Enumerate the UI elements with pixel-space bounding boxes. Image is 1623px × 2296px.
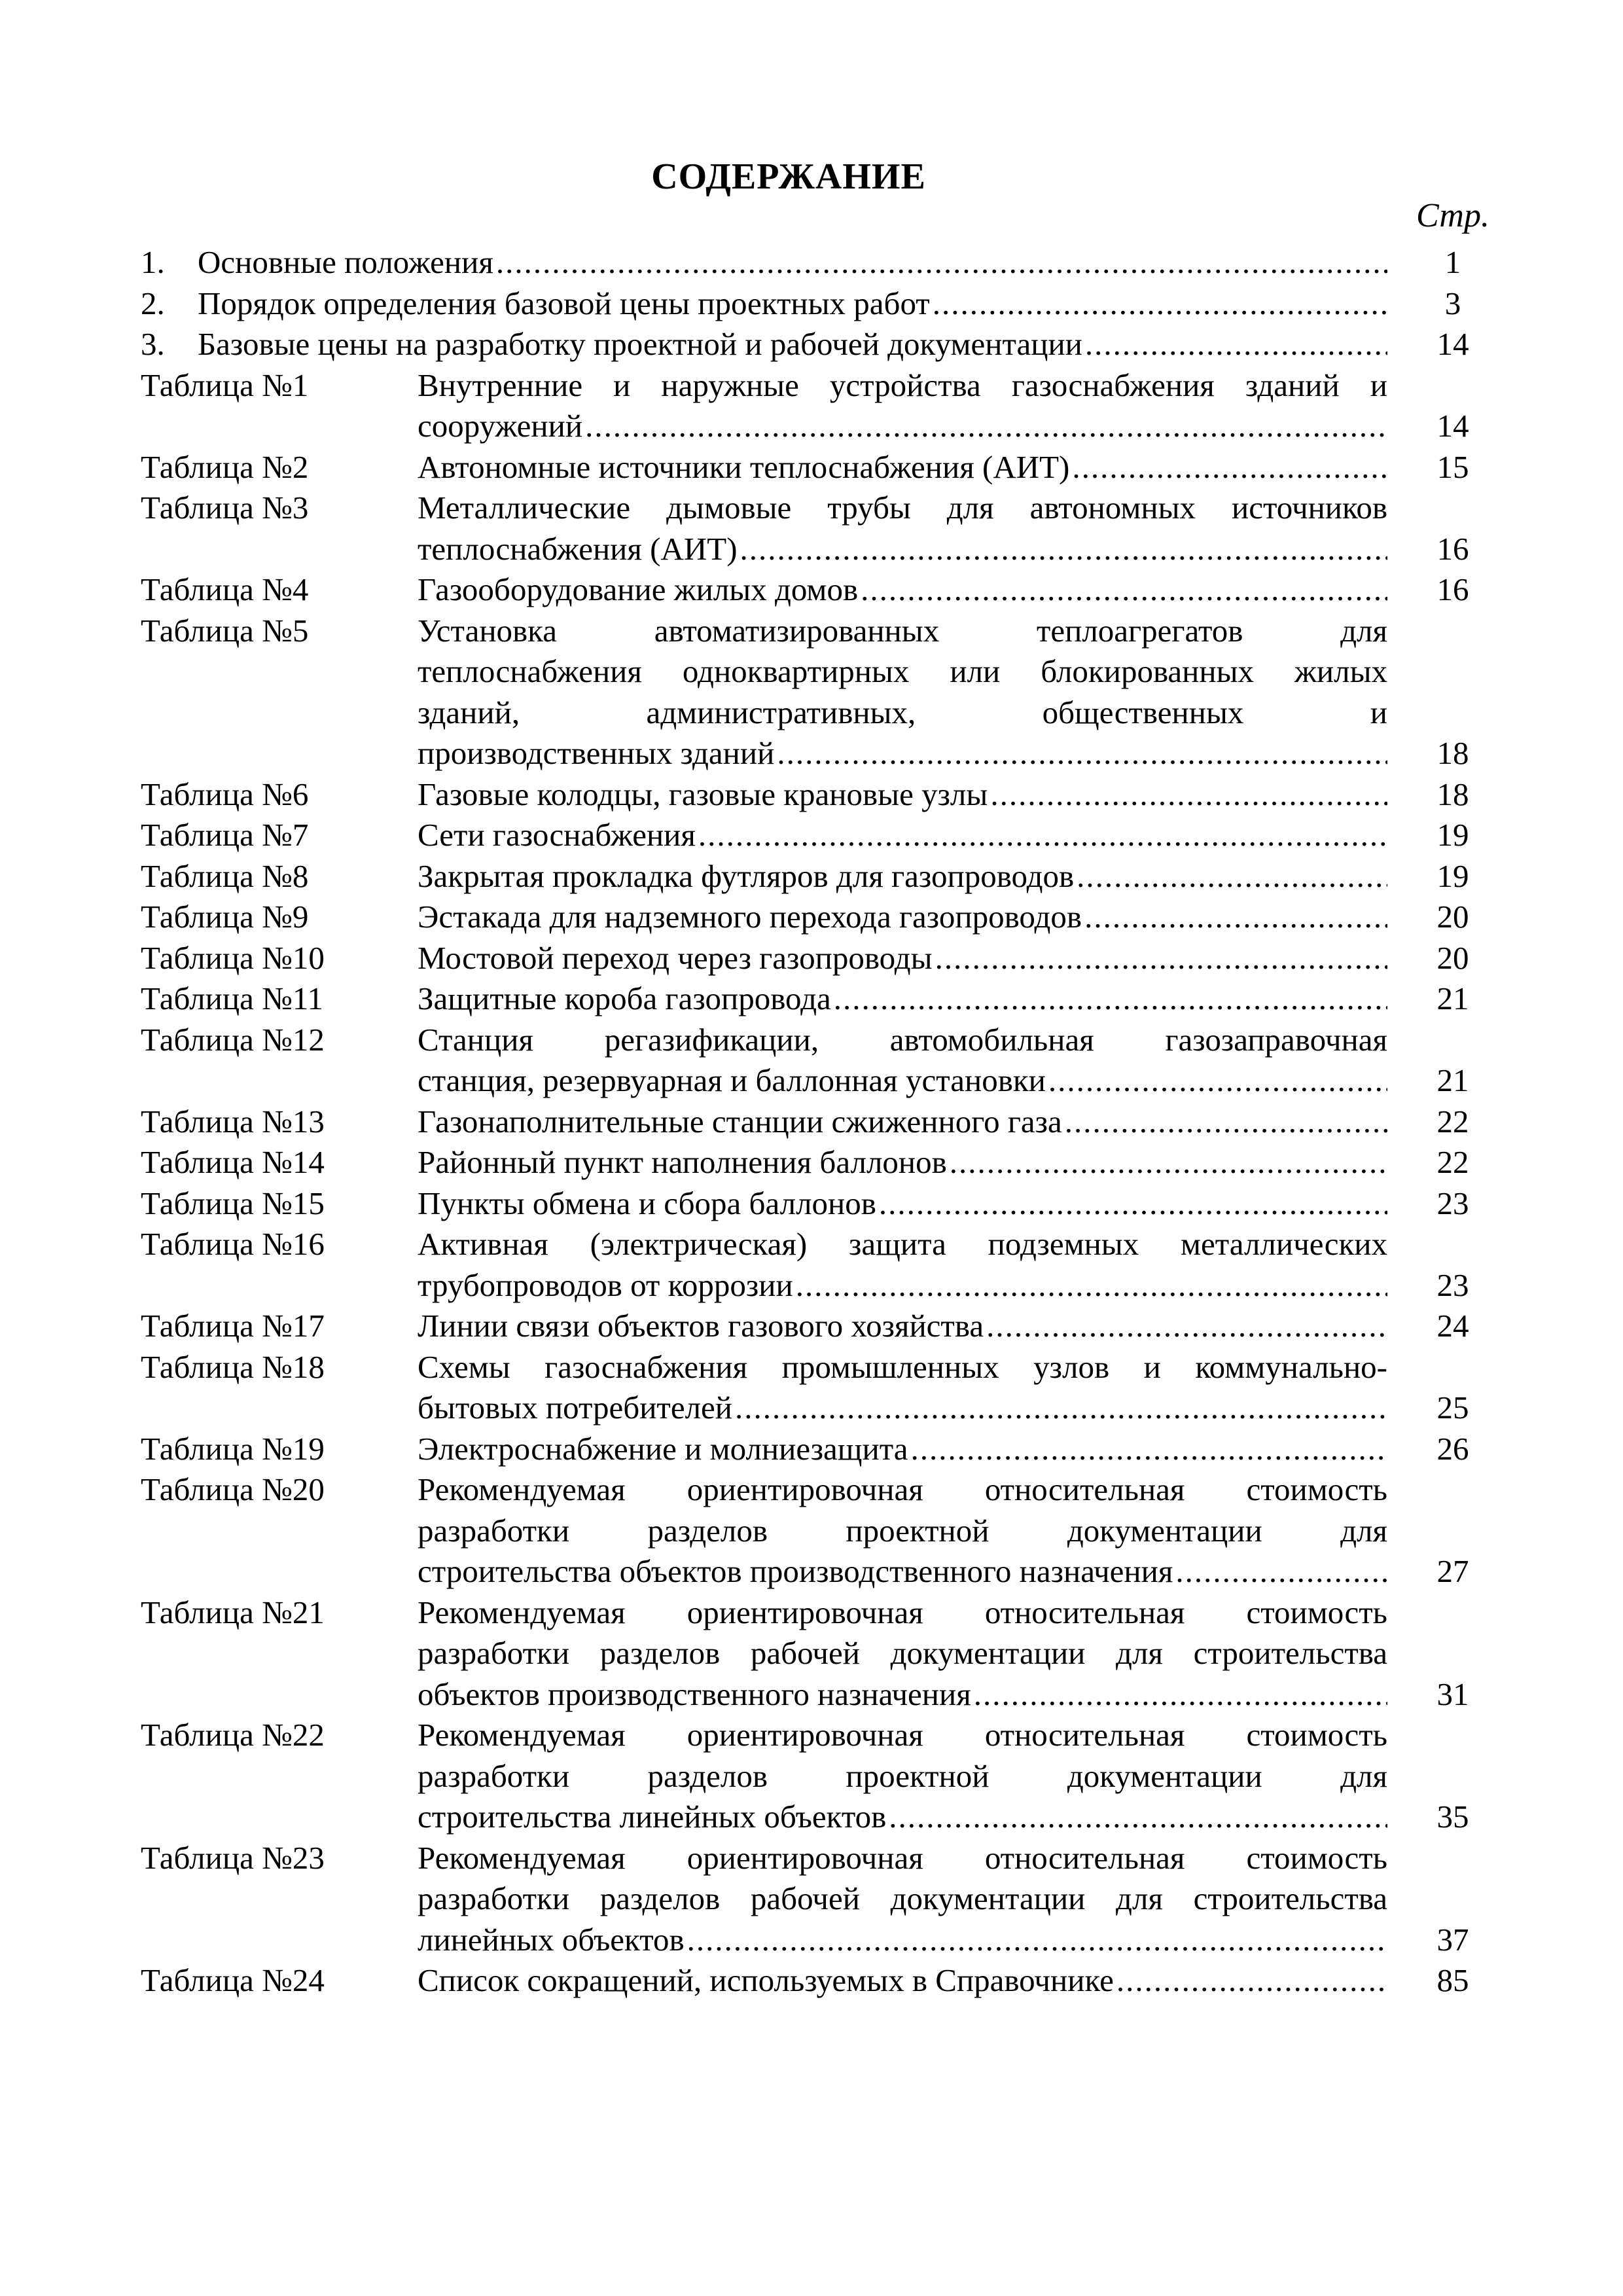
table-label: Таблица №24 <box>141 1962 325 1998</box>
table-label: Таблица №21 <box>141 1594 325 1630</box>
table-title <box>418 1142 1387 1183</box>
dot-leader <box>796 1265 1387 1306</box>
table-title-text: Сети газоснабжения <box>418 817 696 853</box>
table-title-text: бытовых потребителей <box>418 1390 733 1426</box>
table-title <box>418 1102 1387 1143</box>
page-number: 23 <box>1436 1185 1469 1221</box>
table-title-line: разработки разделов проектной документации для <box>418 1512 1387 1549</box>
page-number: 20 <box>1436 899 1469 935</box>
table-title <box>418 1306 1387 1347</box>
dot-leader <box>496 242 1387 283</box>
table-title-line <box>418 897 1387 938</box>
table-title-line <box>418 447 1387 488</box>
table-label: Таблица №16 <box>141 1226 325 1262</box>
dot-leader <box>935 938 1387 979</box>
page-number: 16 <box>1436 530 1469 567</box>
table-title-line <box>418 1429 1387 1470</box>
table-label: Таблица №15 <box>141 1185 325 1221</box>
page-number: 14 <box>1436 326 1469 362</box>
page-number: 14 <box>1436 408 1469 444</box>
table-title-text: Защитные короба газопровода <box>418 980 831 1016</box>
table-title-line: Рекомендуемая ориентировочная относительная стоимость <box>418 1594 1387 1630</box>
table-title <box>418 774 1387 816</box>
table-title-line <box>418 733 1387 774</box>
page-number: 31 <box>1436 1676 1469 1712</box>
table-title-line: Установка автоматизированных теплоагрегатов для <box>418 612 1387 649</box>
table-title-line: Рекомендуемая ориентировочная относительная стоимость <box>418 1471 1387 1507</box>
table-title <box>418 1347 1387 1429</box>
table-title-line: Рекомендуемая ориентировочная относительная стоимость <box>418 1839 1387 1876</box>
table-title <box>418 611 1387 774</box>
table-label: Таблица №7 <box>141 817 309 853</box>
table-title-line <box>418 1797 1387 1838</box>
page-title: СОДЕРЖАНИЕ <box>651 156 926 197</box>
table-title-text: Автономные источники теплоснабжения (АИТ) <box>418 448 1070 485</box>
table-label: Таблица №12 <box>141 1021 325 1058</box>
table-title-text: Мостовой переход через газопроводы <box>418 939 933 976</box>
table-title-line <box>418 1960 1387 2001</box>
page-number: 21 <box>1436 980 1469 1016</box>
dot-leader <box>911 1429 1387 1470</box>
table-title <box>418 815 1387 856</box>
table-label: Таблица №19 <box>141 1430 325 1467</box>
section-title-text: Базовые цены на разработку проектной и рабочей документации <box>198 326 1082 362</box>
table-title <box>418 488 1387 569</box>
table-title-line <box>418 1183 1387 1225</box>
page-number: 15 <box>1436 448 1469 485</box>
table-title-text: Список сокращений, используемых в Справочнике <box>418 1962 1114 1998</box>
section-number: 2. <box>141 285 165 321</box>
page-column-header: Стр. <box>1416 197 1489 234</box>
page-number: 23 <box>1436 1266 1469 1303</box>
table-label: Таблица №6 <box>141 776 309 812</box>
page-number: 19 <box>1436 857 1469 894</box>
table-title <box>418 1838 1387 1961</box>
table-title-line <box>418 1551 1387 1592</box>
table-title-text: линейных объектов <box>418 1921 685 1958</box>
section-title <box>198 324 1387 365</box>
dot-leader <box>585 406 1387 447</box>
section-title-text: Порядок определения базовой цены проектных работ <box>198 285 930 321</box>
dot-leader <box>1048 1060 1387 1102</box>
table-title-text: сооружений <box>418 408 583 444</box>
table-title <box>418 978 1387 1020</box>
table-label: Таблица №14 <box>141 1144 325 1180</box>
table-title <box>418 1183 1387 1225</box>
dot-leader <box>1065 1102 1387 1143</box>
table-label: Таблица №13 <box>141 1103 325 1139</box>
page-number: 37 <box>1436 1921 1469 1958</box>
table-title-line: Металлические дымовые трубы для автономных источников <box>418 490 1387 526</box>
table-title <box>418 447 1387 488</box>
table-title-line <box>418 529 1387 570</box>
table-title-text: Газонаполнительные станции сжиженного газа <box>418 1103 1062 1139</box>
page-number: 22 <box>1436 1103 1469 1139</box>
section-number: 3. <box>141 326 165 362</box>
dot-leader <box>687 1920 1387 1961</box>
table-title-line: разработки разделов проектной документации для <box>418 1757 1387 1794</box>
table-label: Таблица №17 <box>141 1308 325 1344</box>
page-number: 18 <box>1436 735 1469 771</box>
table-title-text: трубопроводов от коррозии <box>418 1266 793 1303</box>
dot-leader <box>1072 447 1387 488</box>
dot-leader <box>1084 897 1387 938</box>
table-label: Таблица №5 <box>141 612 309 649</box>
table-title-line <box>418 569 1387 611</box>
table-title-line <box>418 1142 1387 1183</box>
table-title-text: Электроснабжение и молниезащита <box>418 1430 908 1467</box>
table-title-line <box>418 406 1387 447</box>
page-number: 26 <box>1436 1430 1469 1467</box>
section-title <box>198 283 1387 325</box>
page-number: 18 <box>1436 776 1469 812</box>
table-label: Таблица №10 <box>141 939 325 976</box>
table-label: Таблица №23 <box>141 1839 325 1876</box>
table-title-text: Газовые колодцы, газовые крановые узлы <box>418 776 988 812</box>
table-title-line <box>418 1388 1387 1429</box>
table-label: Таблица №20 <box>141 1471 325 1507</box>
table-label: Таблица №22 <box>141 1717 325 1753</box>
table-title-line <box>418 856 1387 897</box>
table-title <box>418 856 1387 897</box>
table-title-line <box>418 938 1387 979</box>
dot-leader <box>777 733 1387 774</box>
table-title <box>418 1020 1387 1102</box>
page-number: 22 <box>1436 1144 1469 1180</box>
table-label: Таблица №11 <box>141 980 323 1016</box>
table-label: Таблица №4 <box>141 571 309 607</box>
table-title-line <box>418 1102 1387 1143</box>
table-title <box>418 365 1387 447</box>
dot-leader <box>735 1388 1387 1429</box>
table-title-text: теплоснабжения (АИТ) <box>418 530 738 567</box>
table-title <box>418 1592 1387 1715</box>
table-title-text: Линии связи объектов газового хозяйства <box>418 1308 984 1344</box>
page-number: 20 <box>1436 939 1469 976</box>
table-title <box>418 1224 1387 1306</box>
dot-leader <box>1116 1960 1387 2001</box>
table-title-line <box>418 774 1387 816</box>
dot-leader <box>740 529 1387 570</box>
table-label: Таблица №18 <box>141 1348 325 1385</box>
table-title-line: Станция регазификации, автомобильная газозаправочная <box>418 1021 1387 1058</box>
table-title-line: Схемы газоснабжения промышленных узлов и коммунально- <box>418 1348 1387 1385</box>
table-label: Таблица №8 <box>141 857 309 894</box>
table-title-line <box>418 1674 1387 1715</box>
table-title <box>418 1960 1387 2001</box>
table-title-text: объектов производственного назначения <box>418 1676 971 1712</box>
table-title-text: Эстакада для надземного перехода газопроводов <box>418 899 1082 935</box>
table-label: Таблица №3 <box>141 490 309 526</box>
dot-leader <box>990 774 1387 816</box>
table-title-line: Внутренние и наружные устройства газоснабжения зданий и <box>418 367 1387 403</box>
table-title-line: зданий, административных, общественных и <box>418 694 1387 730</box>
dot-leader <box>889 1797 1387 1838</box>
table-title-text: Районный пункт наполнения баллонов <box>418 1144 947 1180</box>
table-title <box>418 1715 1387 1838</box>
dot-leader <box>698 815 1387 856</box>
dot-leader <box>879 1183 1387 1225</box>
table-title-line <box>418 978 1387 1020</box>
page-number: 27 <box>1436 1553 1469 1589</box>
table-label: Таблица №2 <box>141 448 309 485</box>
table-title-line <box>418 1060 1387 1102</box>
dot-leader <box>1085 324 1387 365</box>
table-title-text: Пункты обмена и сбора баллонов <box>418 1185 876 1221</box>
dot-leader <box>950 1142 1387 1183</box>
table-title-text: Газооборудование жилых домов <box>418 571 859 607</box>
table-title-line: разработки разделов рабочей документации для строительства <box>418 1880 1387 1916</box>
table-title-line <box>418 1920 1387 1961</box>
table-title-line: разработки разделов рабочей документации для строительства <box>418 1635 1387 1671</box>
table-title-line <box>418 815 1387 856</box>
dot-leader <box>1175 1551 1387 1592</box>
table-title-line <box>418 1306 1387 1347</box>
table-title-line: Активная (электрическая) защита подземных металлических <box>418 1226 1387 1262</box>
section-title-text: Основные положения <box>198 244 493 280</box>
page-number: 25 <box>1436 1390 1469 1426</box>
table-title-line: теплоснабжения одноквартирных или блокированных жилых <box>418 653 1387 689</box>
dot-leader <box>1077 856 1387 897</box>
page-number: 85 <box>1436 1962 1469 1998</box>
dot-leader <box>974 1674 1387 1715</box>
section-title <box>198 242 1387 283</box>
table-title <box>418 897 1387 938</box>
table-title-text: станция, резервуарная и баллонная установки <box>418 1062 1046 1098</box>
dot-leader <box>861 569 1387 611</box>
dot-leader <box>986 1306 1387 1347</box>
page-number: 3 <box>1444 285 1461 321</box>
table-title <box>418 1469 1387 1592</box>
dot-leader <box>834 978 1387 1020</box>
table-title <box>418 938 1387 979</box>
table-label: Таблица №9 <box>141 899 309 935</box>
table-title-text: Закрытая прокладка футляров для газопроводов <box>418 857 1075 894</box>
page-number: 16 <box>1436 571 1469 607</box>
table-title-line <box>418 1265 1387 1306</box>
page-number: 24 <box>1436 1308 1469 1344</box>
table-title <box>418 569 1387 611</box>
dot-leader <box>933 283 1387 325</box>
table-title-text: строительства линейных объектов <box>418 1799 887 1835</box>
table-title-line: Рекомендуемая ориентировочная относительная стоимость <box>418 1717 1387 1753</box>
page-number: 1 <box>1444 244 1461 280</box>
page-number: 19 <box>1436 817 1469 853</box>
page-number: 35 <box>1436 1799 1469 1835</box>
table-title-text: строительства объектов производственного назначения <box>418 1553 1173 1589</box>
table-title-text: производственных зданий <box>418 735 775 771</box>
section-number: 1. <box>141 244 165 280</box>
table-title <box>418 1429 1387 1470</box>
page-number: 21 <box>1436 1062 1469 1098</box>
table-label: Таблица №1 <box>141 367 309 403</box>
